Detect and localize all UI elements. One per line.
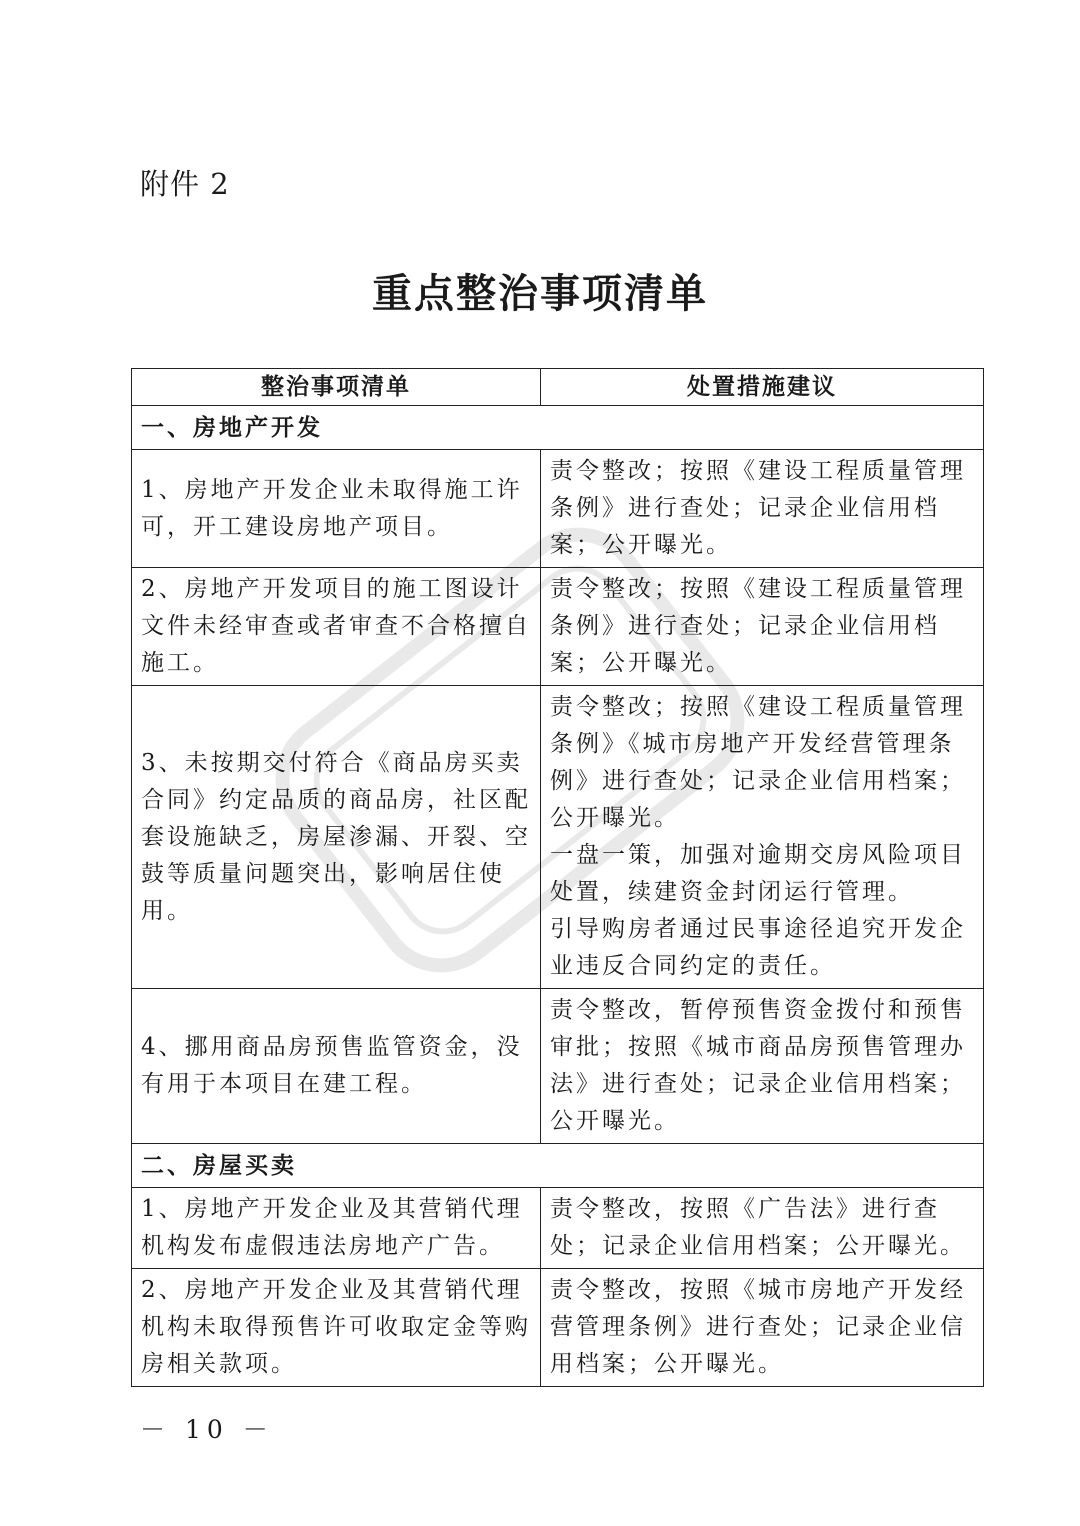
- measure-cell: [541, 686, 984, 989]
- table-row: [132, 568, 984, 686]
- measure-cell: [541, 989, 984, 1144]
- item-cell: 3、未按期交付符合《商品房买卖合同》约定品质的商品房，社区配套设施缺乏，房屋渗漏、开裂、空鼓等质量问题突出，影响居住使用。: [132, 686, 541, 989]
- measure-cell: [541, 568, 984, 686]
- item-cell: 2、房地产开发项目的施工图设计文件未经审查或者审查不合格擅自施工。: [132, 568, 541, 686]
- measure-text: 责令整改，暂停预售资金拨付和预售审批；按照《城市商品房预售管理办法》进行查处；记录企业信用档案；公开曝光。: [550, 997, 966, 1134]
- measure-text: 一盘一策，加强对逾期交房风险项目处置，续建资金封闭运行管理。: [550, 842, 966, 905]
- measure-cell: [541, 1269, 984, 1387]
- table-row: [132, 686, 984, 989]
- table-header-row: [132, 369, 984, 406]
- item-cell: 4、挪用商品房预售监管资金，没有用于本项目在建工程。: [132, 989, 541, 1144]
- header-measure: 处置措施建议: [541, 369, 984, 406]
- measure-cell: [541, 1188, 984, 1269]
- measure-text: 责令整改；按照《建设工程质量管理条例》进行查处；记录企业信用档案；公开曝光。: [550, 576, 966, 676]
- section-title: 一、房地产开发: [132, 406, 984, 450]
- attachment-label: 附件 2: [140, 167, 230, 201]
- measure-text: 责令整改；按照《建设工程质量管理条例》《城市房地产开发经营管理条例》进行查处；记录企业信用档案；公开曝光。: [550, 694, 966, 831]
- table-row: [132, 450, 984, 568]
- item-cell: 1、房地产开发企业未取得施工许可，开工建设房地产项目。: [132, 450, 541, 568]
- measure-text: 引导购房者通过民事途径追究开发企业违反合同约定的责任。: [550, 916, 966, 979]
- page-number: － 10 －: [140, 1415, 274, 1444]
- table-row: [132, 1269, 984, 1387]
- header-item: 整治事项清单: [132, 369, 541, 406]
- measure-cell: [541, 450, 984, 568]
- measure-text: 责令整改，按照《城市房地产开发经营管理条例》进行查处；记录企业信用档案；公开曝光。: [550, 1277, 966, 1377]
- section-row: [132, 406, 984, 450]
- section-title: 二、房屋买卖: [132, 1144, 984, 1188]
- table-row: [132, 1188, 984, 1269]
- section-row: [132, 1144, 984, 1188]
- document-title: 重点整治事项清单: [372, 270, 708, 317]
- measure-text: 责令整改，按照《广告法》进行查处；记录企业信用档案；公开曝光。: [550, 1196, 966, 1259]
- item-cell: 2、房地产开发企业及其营销代理机构未取得预售许可收取定金等购房相关款项。: [132, 1269, 541, 1387]
- item-cell: 1、房地产开发企业及其营销代理机构发布虚假违法房地产广告。: [132, 1188, 541, 1269]
- rectification-table: [131, 368, 984, 1387]
- measure-text: 责令整改；按照《建设工程质量管理条例》进行查处；记录企业信用档案；公开曝光。: [550, 458, 966, 558]
- table-row: [132, 989, 984, 1144]
